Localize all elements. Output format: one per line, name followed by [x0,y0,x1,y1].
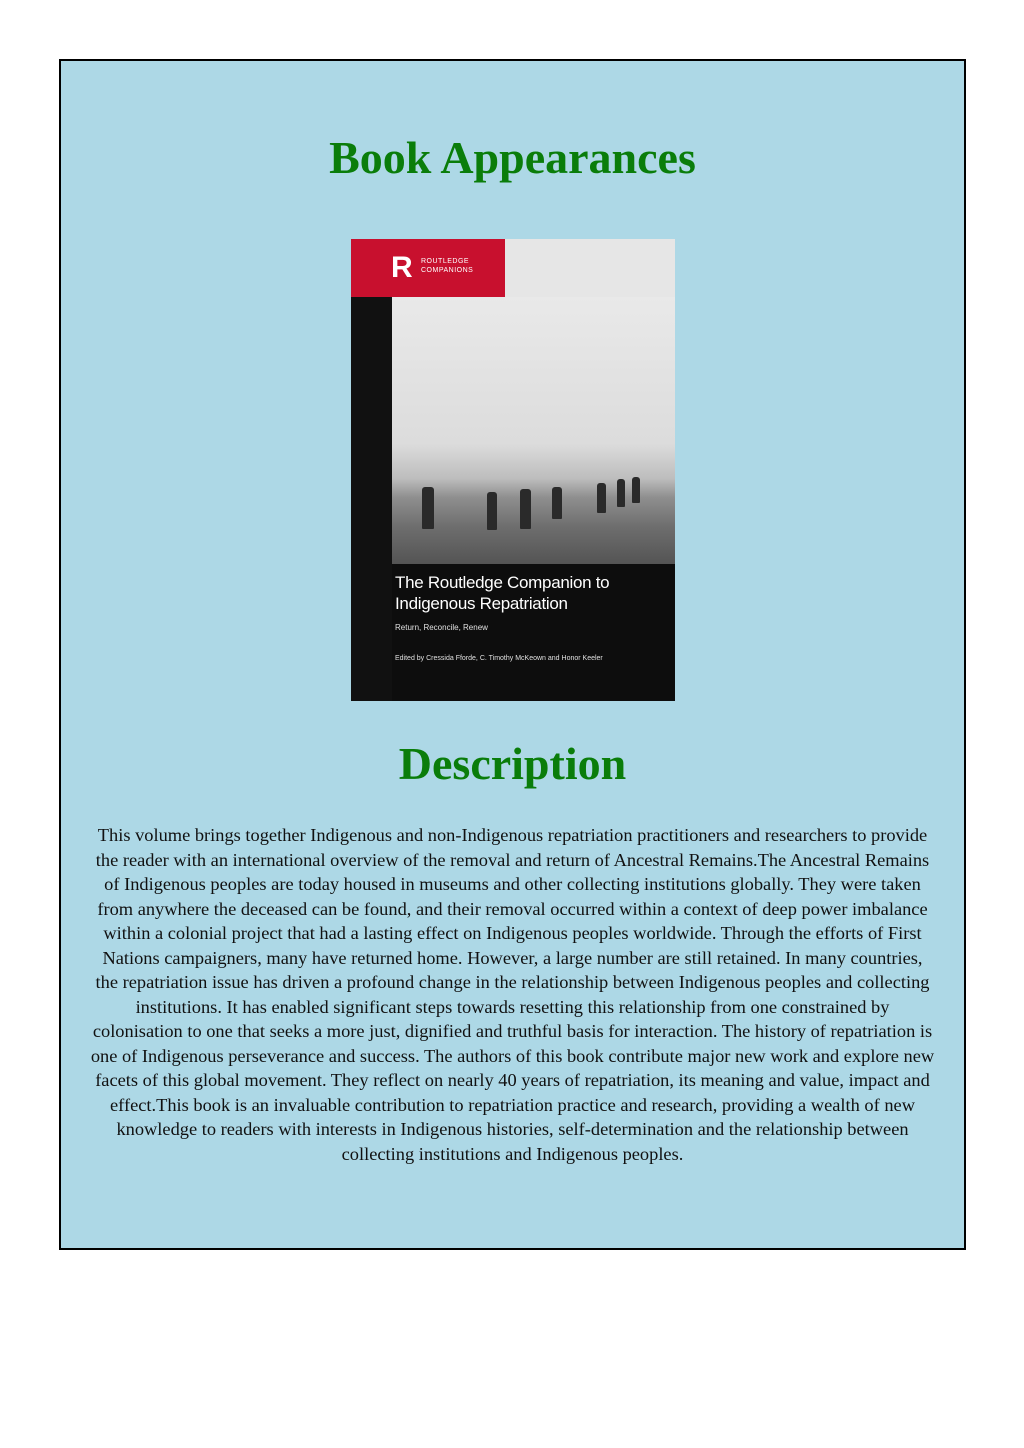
cover-figure [617,479,625,507]
cover-series-name: ROUTLEDGE COMPANIONS [421,258,474,274]
cover-figure [422,487,434,529]
book-appearances-heading: Book Appearances [329,132,696,183]
cover-photo [392,297,675,564]
cover-photo-sky [505,239,675,297]
cover-editors: Edited by Cressida Fforde, C. Timothy McKeown and Honor Keeler [395,655,603,662]
cover-figure [552,487,562,519]
cover-spine [351,239,392,701]
cover-figure [632,477,640,503]
cover-title: The Routledge Companion to Indigenous Repatriation [395,573,610,613]
cover-subtitle: Return, Reconcile, Renew [395,623,488,632]
book-cover-image [351,239,675,701]
cover-figure [597,483,606,513]
routledge-logo: R [391,251,413,284]
cover-figure [520,489,531,529]
description-text: This volume brings together Indigenous and non-Indigenous repatriation practitioners and researchers to provide the reader with an international overview of the removal and return of Ancestral Remains.The Ancestral Remains of Indigenous peoples are today housed in museums and other collecting institutions globally. They were taken from anywhere the deceased can be found, and their removal occurred within a context of deep power imbalance within a colonial project that had a lasting effect on Indigenous peoples worldwide. Through the efforts of First Nations campaigners, many have returned home. However, a large number are still retained. In many countries, the repatriation issue has driven a profound change in the relationship between Indigenous peoples and collecting institutions. It has enabled significant steps towards resetting this relationship from one constrained by colonisation to one that seeks a more just, dignified and truthful basis for interaction. The history of repatriation is one of Indigenous perseverance and success. The authors of this book contribute major new work and explore new facets of this global movement. They reflect on nearly 40 years of repatriation, its meaning and value, impact and effect.This book is an invaluable contribution to repatriation practice and research, providing a wealth of new knowledge to readers with interests in Indigenous histories, self-determination and the relationship between collecting institutions and Indigenous peoples. [90,825,935,1164]
cover-figure [487,492,497,530]
description-heading: Description [398,738,627,789]
content-panel [59,59,966,1250]
